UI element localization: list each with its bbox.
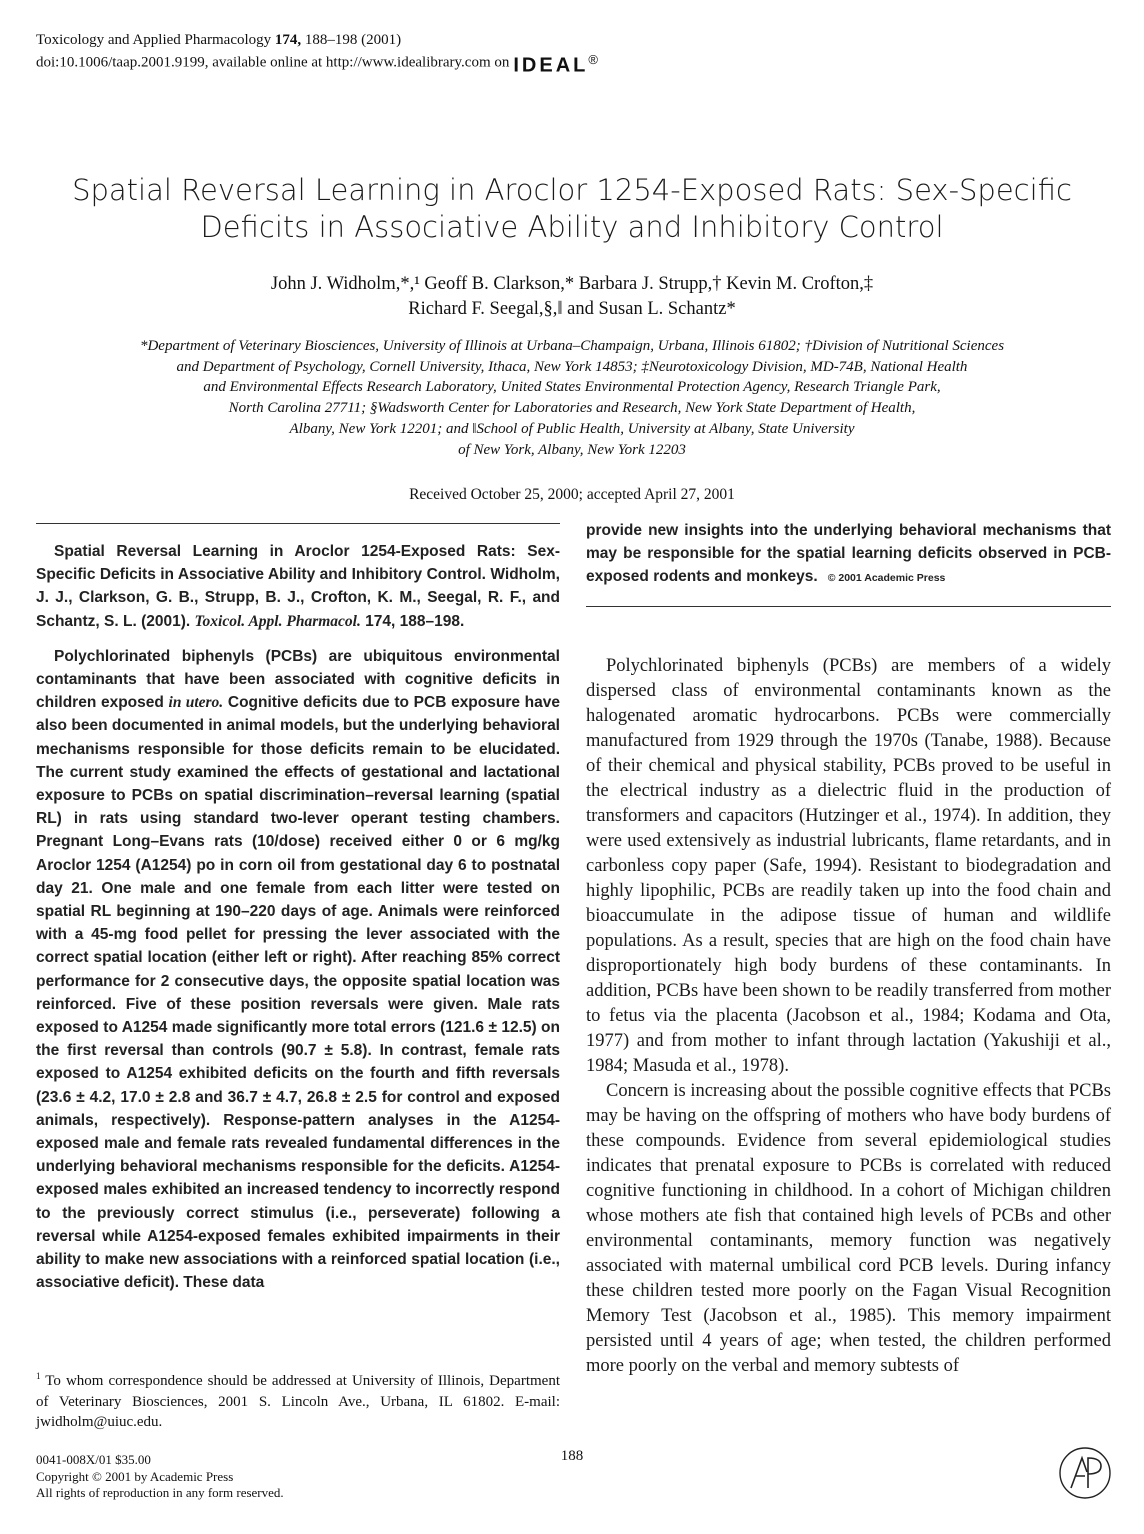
- authors-line-2: Richard F. Seegal,§,‖ and Susan L. Schantz*: [408, 299, 736, 319]
- footer-copyright: Copyright © 2001 by Academic Press: [36, 1468, 234, 1484]
- abstract-copyright: © 2001 Academic Press: [827, 572, 946, 585]
- affiliation-line: and Department of Psychology, Cornell University, Ithaca, New York 14853; ‡Neurotoxicology Division, MD-74B, National Health: [176, 358, 968, 375]
- affiliation-line: North Carolina 27711; §Wadsworth Center for Laboratories and Research, New York State Department of Health,: [228, 400, 916, 417]
- in-utero-italic: in utero.: [168, 694, 224, 712]
- abstract-left-column: [36, 540, 560, 1295]
- authors-line-1: John J. Widholm,*,¹ Geoff B. Clarkson,* Barbara J. Strupp,† Kevin M. Crofton,‡: [270, 274, 874, 294]
- title-line-2: Deficits in Associative Ability and Inhibitory Control: [200, 210, 944, 244]
- journal-volume: 174,: [274, 32, 302, 48]
- doi-text: doi:10.1006/taap.2001.9199, available online at http://www.idealibrary.com on: [36, 54, 510, 71]
- footnote-text: To whom correspondence should be addressed at University of Illinois, Department of Veterinary Biosciences, 2001 S. Lincoln Ave., Urbana, IL 61802. E-mail: jwidholm@uiuc.edu.: [36, 1373, 560, 1430]
- article-title: [0, 172, 1144, 246]
- doi-line: [36, 50, 598, 76]
- ideal-logo: IDEAL®: [513, 52, 598, 77]
- body-text: [586, 654, 1111, 1379]
- footnote-mark: 1: [36, 1371, 41, 1381]
- page-number: 188: [560, 1448, 584, 1464]
- affiliation-line: and Environmental Effects Research Laboratory, United States Environmental Protection Agency, Research Triangle Park,: [203, 379, 941, 396]
- affiliation-line: *Department of Veterinary Biosciences, University of Illinois at Urbana–Champaign, Urbana, Illinois 61802; †Division of Nutritional Sciences: [139, 338, 1005, 354]
- journal-citation-line: [36, 30, 598, 50]
- journal-name: Toxicology and Applied Pharmacology: [36, 32, 272, 48]
- citation-journal: Toxicol. Appl. Pharmacol.: [194, 612, 361, 630]
- academic-press-logo-icon: [1058, 1446, 1112, 1500]
- journal-header: [36, 30, 598, 76]
- affiliations: [60, 336, 1084, 460]
- footer-rights: All rights of reproduction in any form reserved.: [36, 1485, 284, 1500]
- affiliation-line: of New York, Albany, New York 12203: [458, 441, 686, 458]
- author-list: [0, 272, 1144, 322]
- correspondence-footnote: [36, 1366, 560, 1433]
- body-paragraph-1: Polychlorinated biphenyls (PCBs) are members of a widely dispersed class of environmental contaminants known as the halogenated aromatic hydrocarbons. PCBs were commercially manufactured from 1929 through the 1970s (Tanabe, 1988). Because of their chemical and physical stability, PCBs proved to be useful in the electrical industry as a dielectric fluid in the production of transformers and capacitors (Hutzinger et al., 1974). In addition, they were used extensively as industrial lubricants, flame retardants, and in carbonless copy paper (Safe, 1994). Resistant to biodegradation and highly lipophilic, PCBs are readily taken up into the food chain and bioaccumulate in the adipose tissue of human and wildlife populations. As a result, species that are high on the food chain have disproportionately high body burdens of these contaminants. In addition, PCBs have been shown to be readily transferred from mother to fetus via the placenta (Jacobson et al., 1984; Kodama and Ota, 1977) and from mother to infant through lactation (Yakushiji et al., 1984; Masuda et al., 1978).: [586, 656, 1111, 1076]
- abstract-citation: Spatial Reversal Learning in Aroclor 1254-Exposed Rats: Sex-Specific Deficits in Associative Ability and Inhibitory Control. Widholm, J. J., Clarkson, G. B., Strupp, B. J., Crofton, K. M., Seegal, R. F., and Schantz, S. L. (2001). Toxicol. Appl. Pharmacol. 174, 188–198.: [36, 543, 560, 630]
- received-dates: Received October 25, 2000; accepted April 27, 2001: [409, 486, 735, 503]
- body-paragraph-2: Concern is increasing about the possible cognitive effects that PCBs may be having on the offspring of mothers who have body burdens of these compounds. Evidence from several epidemiological studies indicates that prenatal exposure to PCBs is correlated with reduced cognitive functioning in childhood. In a cohort of Michigan children whose mothers ate fish that contained high levels of PCBs and other environmental contaminants, memory function was negatively associated with maternal umbilical cord PCB levels. During infancy these children tested more poorly on the Fagan Visual Recognition Memory Test (Jacobson et al., 1985). This memory impairment persisted until 4 years of age; when tested, the children performed more poorly on the verbal and memory subtests of: [586, 1081, 1111, 1376]
- journal-pages: 188–198 (2001): [304, 32, 402, 48]
- issn-price: 0041-008X/01 $35.00: [36, 1452, 151, 1467]
- abstract-bottom-rule: [586, 606, 1111, 607]
- abstract-top-rule: [36, 523, 560, 524]
- abstract-right-column: [586, 519, 1111, 591]
- title-line-1: Spatial Reversal Learning in Aroclor 1254-Exposed Rats: Sex-Specific: [72, 173, 1072, 207]
- affiliation-line: Albany, New York 12201; and ‖School of Public Health, University at Albany, State University: [289, 420, 855, 437]
- abstract-continuation: provide new insights into the underlying behavioral mechanisms that may be responsible for the spatial learning deficits observed in PCB-exposed rodents and monkeys. © 2001 Academic Press: [586, 522, 1111, 586]
- abstract-text: Polychlorinated biphenyls (PCBs) are ubiquitous environmental contaminants that have been associated with cognitive deficits in children exposed in utero. Cognitive deficits due to PCB exposure have also been documented in animal models, but the underlying behavioral mechanisms responsible for those deficits remain to be elucidated. The current study examined the effects of gestational and lactational exposure to PCBs on spatial discrimination–reversal learning (spatial RL) in rats using standard two-lever operant testing chambers. Pregnant Long–Evans rats (10/dose) received either 0 or 6 mg/kg Aroclor 1254 (A1254) po in corn oil from gestational day 6 to postnatal day 21. One male and one female from each litter were tested on spatial RL beginning at 190–220 days of age. Animals were reinforced with a 45-mg food pellet for pressing the lever associated with the correct spatial location (either left or right). After reaching 85% correct performance for 2 consecutive days, the opposite spatial location was reinforced. Five of these position reversals were given. Male rats exposed to A1254 made significantly more total errors (121.6 ± 12.5) on the first reversal than controls (90.7 ± 5.8). In contrast, female rats exposed to A1254 exhibited deficits on the fourth and fifth reversals (23.6 ± 4.2, 17.0 ± 2.8 and 36.7 ± 4.7, 26.8 ± 2.5 for control and exposed animals, respectively). Response-pattern analyses in the A1254-exposed male and female rats revealed fundamental differences in the underlying behavioral mechanisms responsible for the deficits. A1254-exposed males exhibited an increased tendency to incorrectly respond to the previously correct stimulus (i.e., perseverate) following a reversal while A1254-exposed females exhibited impairments in their ability to make new associations with a reinforced spatial location (i.e., associative deficit). These data: [36, 647, 560, 1292]
